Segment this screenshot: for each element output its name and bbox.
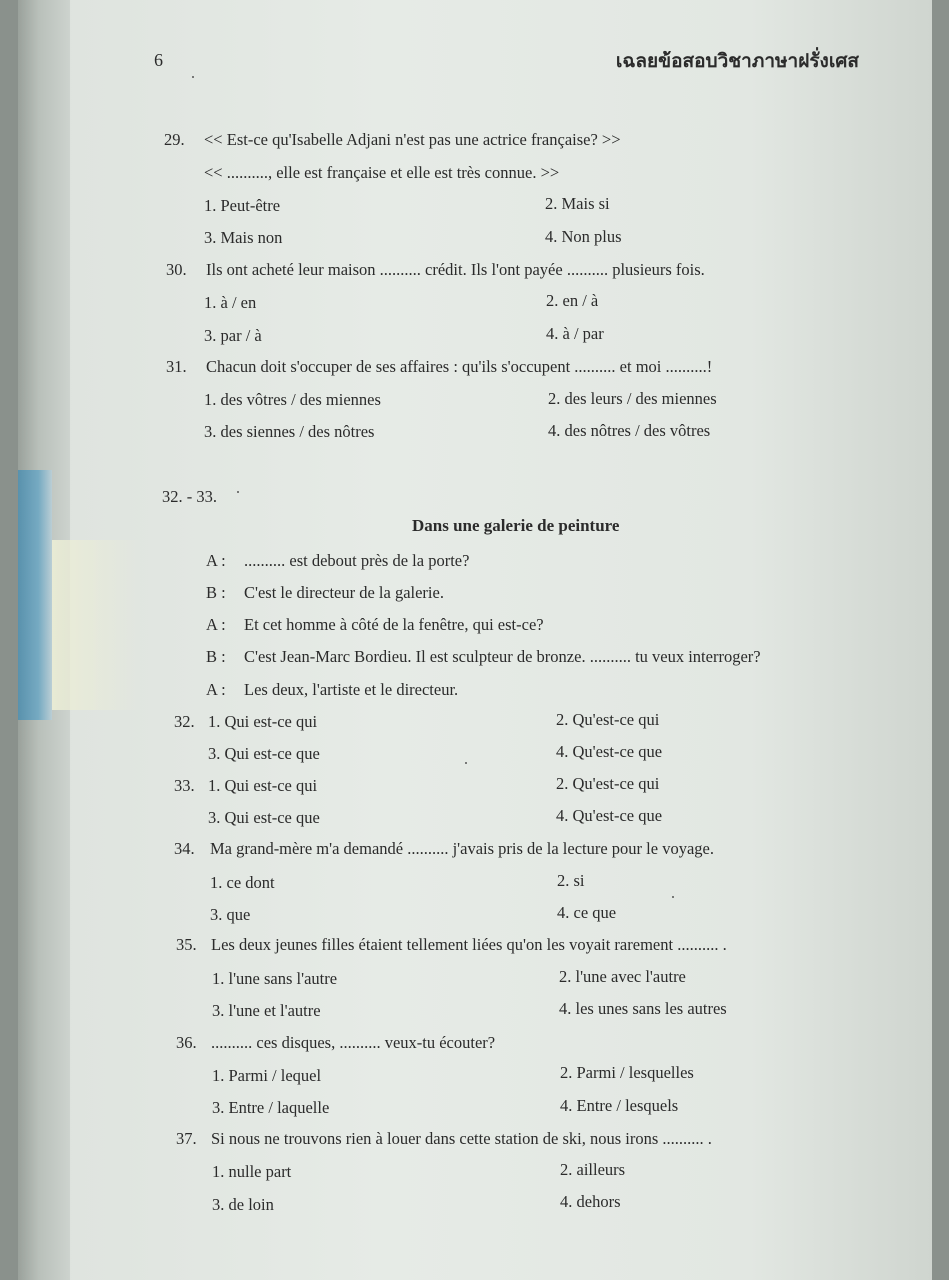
question-33	[174, 776, 317, 796]
page-edge-highlight	[52, 540, 142, 710]
option: 4. ce que	[557, 903, 617, 922]
question-number: 31.	[166, 357, 187, 376]
option: 2. ailleurs	[560, 1160, 626, 1179]
question-35	[176, 935, 727, 955]
question-29-reply: << .........., elle est française et elle est très connue. >>	[204, 163, 560, 182]
question-stem: Ma grand-mère m'a demandé .......... j'avais pris de la lecture pour le voyage.	[210, 839, 714, 858]
paper-speck	[465, 762, 467, 764]
question-31	[166, 357, 712, 377]
option: 2. si	[557, 871, 585, 890]
speaker: B :	[206, 647, 226, 666]
question-number: 29.	[164, 130, 185, 149]
option: 2. l'une avec l'autre	[559, 967, 686, 986]
question-34	[174, 839, 714, 859]
question-stem: Les deux jeunes filles étaient tellement liées qu'on les voyait rarement .......... .	[211, 935, 727, 954]
option: 2. Mais si	[545, 194, 610, 213]
dialogue-text: Et cet homme à côté de la fenêtre, qui est-ce?	[244, 615, 544, 634]
option: 1. Peut-être	[204, 196, 281, 215]
option: 4. Entre / lesquels	[560, 1096, 679, 1115]
option: 2. Parmi / lesquelles	[560, 1063, 694, 1082]
dialogue-line	[206, 615, 544, 635]
option: 4. dehors	[560, 1192, 621, 1211]
paper-speck	[192, 76, 194, 78]
question-stem: Si nous ne trouvons rien à louer dans cette station de ski, nous irons .......... .	[211, 1129, 712, 1148]
option: 1. l'une sans l'autre	[212, 969, 338, 988]
option: 2. Qu'est-ce qui	[556, 774, 660, 793]
option: 1. à / en	[204, 293, 257, 312]
option: 2. en / à	[546, 291, 599, 310]
paper-speck	[237, 491, 239, 493]
option: 1. Parmi / lequel	[212, 1066, 322, 1085]
option: 1. nulle part	[212, 1162, 292, 1181]
dialogue-line	[206, 680, 458, 700]
question-number: 35.	[176, 935, 197, 954]
blue-page-edge	[18, 470, 52, 720]
question-number: 34.	[174, 839, 195, 858]
question-number: 36.	[176, 1033, 197, 1052]
question-number: 30.	[166, 260, 187, 279]
option: 2. des leurs / des miennes	[548, 389, 717, 408]
question-number: 32.	[174, 712, 195, 731]
page-number: 6	[154, 50, 163, 70]
question-stem: Chacun doit s'occuper de ses affaires : qu'ils s'occupent .......... et moi ..........!	[206, 357, 713, 376]
question-32	[174, 712, 317, 732]
option: 1. ce dont	[210, 873, 275, 892]
option: 2. Qu'est-ce qui	[556, 710, 660, 729]
dialogue-text: C'est Jean-Marc Bordieu. Il est sculpteur de bronze. .......... tu veux interroger?	[244, 647, 761, 666]
dialogue-text: C'est le directeur de la galerie.	[244, 583, 444, 602]
option: 1. Qui est-ce qui	[208, 712, 318, 731]
speaker: B :	[206, 583, 226, 602]
option: 4. Qu'est-ce que	[556, 806, 663, 825]
question-stem: << Est-ce qu'Isabelle Adjani n'est pas une actrice française? >>	[204, 130, 621, 149]
option: 1. des vôtres / des miennes	[204, 390, 381, 409]
speaker: A :	[206, 551, 226, 570]
dialogue-text: .......... est debout près de la porte?	[244, 551, 470, 570]
question-stem: .......... ces disques, .......... veux-tu écouter?	[211, 1033, 496, 1052]
dialogue-line	[206, 583, 444, 603]
option: 3. de loin	[212, 1195, 274, 1214]
question-number: 37.	[176, 1129, 197, 1148]
dialogue-line	[206, 551, 469, 571]
dialogue-title: Dans une galerie de peinture	[412, 516, 620, 535]
question-30	[166, 260, 705, 280]
option: 4. les unes sans les autres	[559, 999, 727, 1018]
option: 4. Qu'est-ce que	[556, 742, 663, 761]
option: 3. que	[210, 905, 251, 924]
question-number: 33.	[174, 776, 195, 795]
option: 3. par / à	[204, 326, 262, 345]
option: 1. Qui est-ce qui	[208, 776, 318, 795]
option: 3. Qui est-ce que	[208, 744, 320, 763]
question-36	[176, 1033, 495, 1053]
question-group-label: 32. - 33.	[162, 487, 217, 506]
speaker: A :	[206, 615, 226, 634]
document-page	[18, 0, 932, 1280]
dialogue-text: Les deux, l'artiste et le directeur.	[244, 680, 459, 699]
option: 4. Non plus	[545, 227, 622, 246]
option: 3. Mais non	[204, 228, 283, 247]
option: 3. des siennes / des nôtres	[204, 422, 375, 441]
option: 3. Qui est-ce que	[208, 808, 320, 827]
question-37	[176, 1129, 712, 1149]
option: 3. Entre / laquelle	[212, 1098, 330, 1117]
header-title: เฉลยข้อสอบวิชาภาษาฝรั่งเศส	[615, 50, 859, 72]
speaker: A :	[206, 680, 226, 699]
question-29	[164, 130, 621, 150]
option: 3. l'une et l'autre	[212, 1001, 321, 1020]
option: 4. à / par	[546, 324, 604, 343]
paper-speck	[672, 896, 674, 898]
question-stem: Ils ont acheté leur maison .......... crédit. Ils l'ont payée .......... plusieurs fois.	[206, 260, 705, 279]
option: 4. des nôtres / des vôtres	[548, 421, 711, 440]
dialogue-line	[206, 647, 761, 667]
